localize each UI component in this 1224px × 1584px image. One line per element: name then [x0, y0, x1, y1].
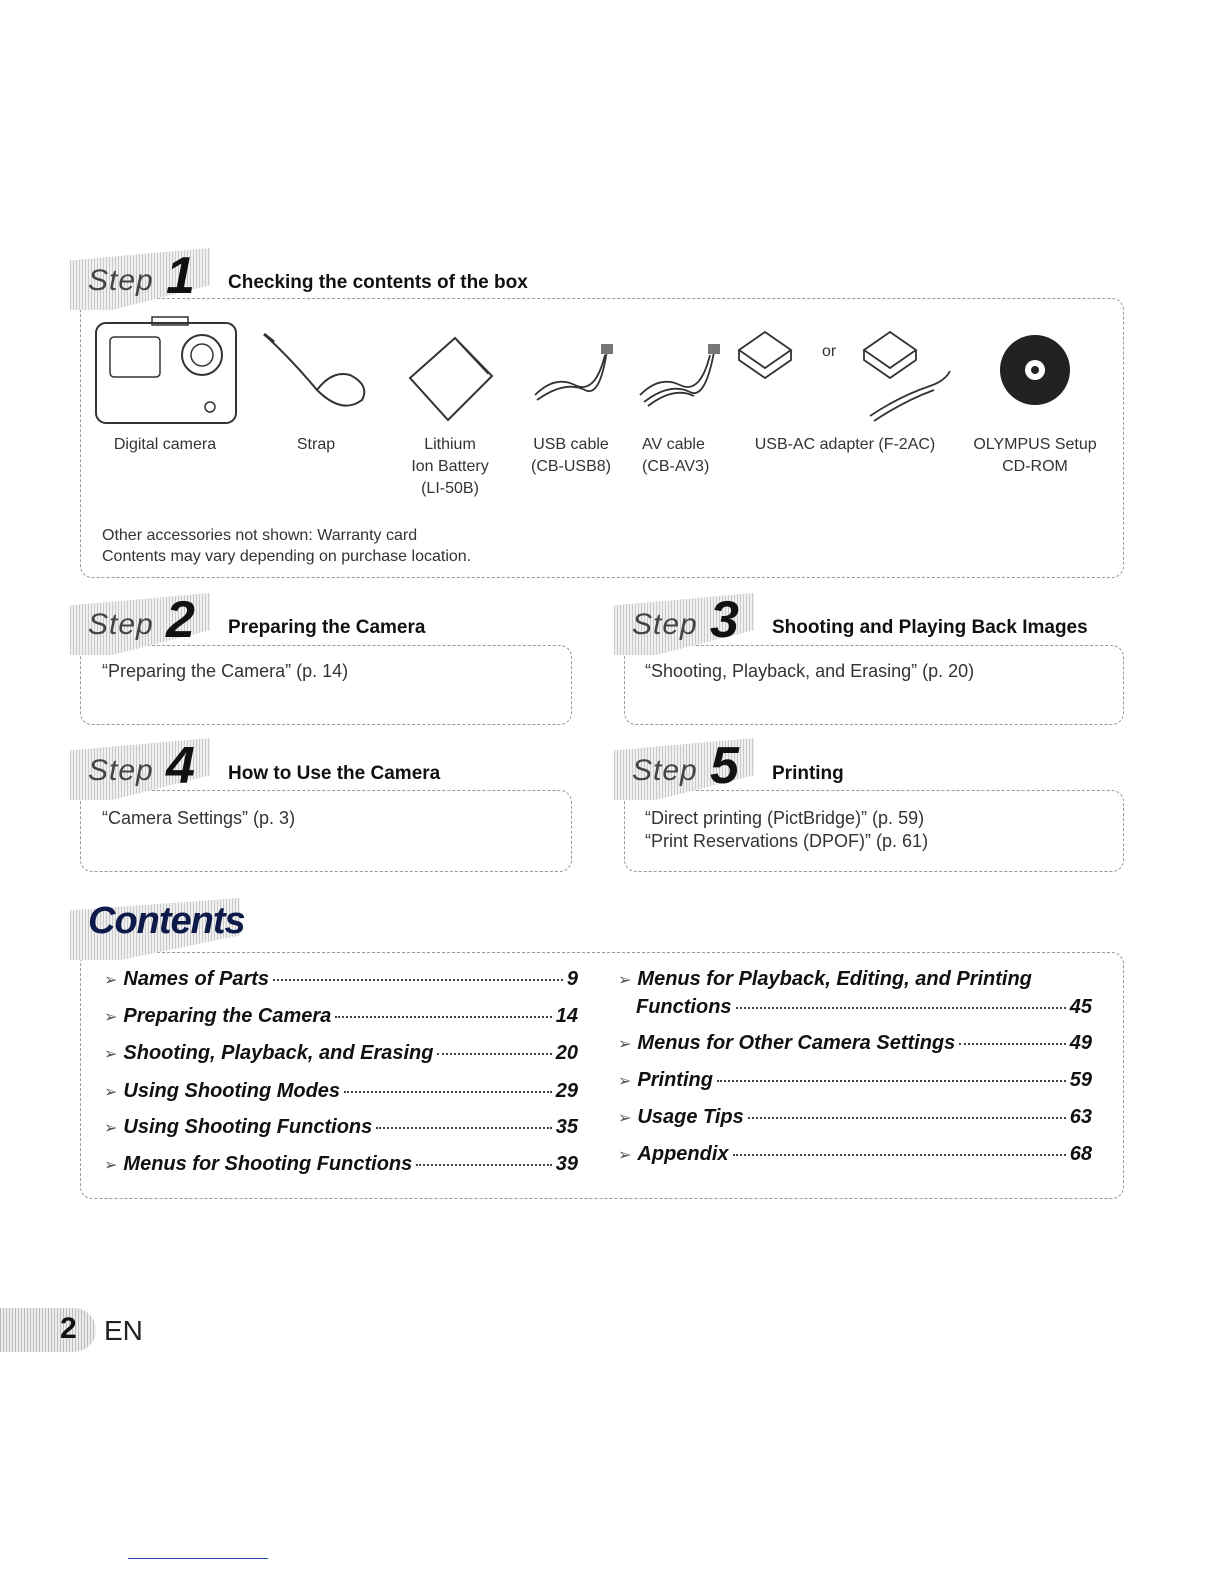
arrow-icon: ➢ — [104, 1157, 118, 1174]
toc-left-1[interactable] — [104, 968, 578, 991]
step1-number: 1 — [166, 247, 195, 305]
step3-title: Shooting and Playing Back Images — [772, 617, 1088, 638]
toc-right-5[interactable] — [618, 1143, 1092, 1166]
toc-page: 49 — [1069, 1032, 1092, 1054]
arrow-icon: ➢ — [618, 1036, 632, 1053]
toc-title: Using Shooting Modes — [123, 1080, 341, 1102]
toc-title: Names of Parts — [123, 968, 270, 990]
arrow-icon: ➢ — [618, 1147, 632, 1164]
step3-number: 3 — [710, 591, 739, 649]
item-label-digital-camera: Digital camera — [113, 436, 217, 453]
step5-number: 5 — [710, 737, 739, 795]
arrow-icon: ➢ — [104, 972, 118, 989]
usb-ac-adapter-icon — [735, 328, 795, 383]
arrow-icon: ➢ — [104, 1120, 118, 1137]
step3-ref: “Shooting, Playback, and Erasing” (p. 20) — [645, 661, 975, 681]
item-label-usb-cable: USB cable (CB-USB8) — [530, 436, 611, 475]
step4-box — [80, 790, 572, 872]
step2-title: Preparing the Camera — [228, 617, 426, 638]
step4-number: 4 — [166, 737, 195, 795]
step5-ref-1: “Direct printing (PictBridge)” (p. 59) — [645, 808, 925, 828]
toc-page: 35 — [555, 1116, 578, 1138]
toc-leader — [416, 1164, 551, 1166]
av-cable-icon — [630, 340, 720, 410]
toc-title: Preparing the Camera — [123, 1005, 332, 1027]
toc-title: Usage Tips — [637, 1106, 744, 1128]
page-number-badge — [0, 1308, 96, 1352]
accessories-note: Other accessories not shown: Warranty card — [102, 527, 418, 544]
usb-ac-adapter-alt-icon — [850, 326, 960, 426]
arrow-icon: ➢ — [618, 1073, 632, 1090]
toc-right-1[interactable] — [636, 996, 1092, 1019]
toc-page: 29 — [555, 1080, 578, 1102]
item-label-cd-rom: OLYMPUS Setup CD-ROM — [973, 436, 1097, 475]
language-code: EN — [104, 1315, 143, 1346]
toc-title: Functions — [636, 996, 732, 1018]
step4-title: How to Use the Camera — [228, 763, 441, 784]
toc-leader — [733, 1154, 1066, 1156]
step2-box — [80, 645, 572, 725]
toc-left-3[interactable] — [104, 1042, 578, 1065]
toc-leader — [717, 1080, 1066, 1082]
toc-left-5[interactable] — [104, 1116, 578, 1139]
item-label-av-cable: AV cable (CB-AV3) — [642, 436, 710, 475]
toc-page: 9 — [566, 968, 578, 990]
item-label-usb-ac-adapter: USB-AC adapter (F-2AC) — [754, 436, 936, 453]
toc-right-2[interactable] — [618, 1032, 1092, 1055]
step3-word: Step — [632, 608, 698, 641]
toc-title: Shooting, Playback, and Erasing — [123, 1042, 434, 1064]
toc-leader — [959, 1043, 1066, 1045]
item-label-battery: Lithium Ion Battery (LI-50B) — [411, 436, 489, 497]
toc-title: Menus for Playback, Editing, and Printing — [637, 968, 1032, 990]
toc-title: Printing — [637, 1069, 713, 1091]
toc-leader — [736, 1007, 1066, 1009]
arrow-icon: ➢ — [104, 1009, 118, 1026]
toc-left-2[interactable] — [104, 1005, 578, 1028]
toc-right-3[interactable] — [618, 1069, 1092, 1092]
toc-right-4[interactable] — [618, 1106, 1092, 1129]
step2-word: Step — [88, 608, 154, 641]
toc-left-6[interactable] — [104, 1153, 578, 1176]
cd-rom-icon — [998, 333, 1072, 407]
step4-ref: “Camera Settings” (p. 3) — [102, 808, 296, 828]
toc-page: 68 — [1069, 1143, 1092, 1165]
toc-title: Using Shooting Functions — [123, 1116, 373, 1138]
step5-title: Printing — [772, 763, 844, 784]
step1-title: Checking the contents of the box — [228, 272, 528, 293]
toc-page: 14 — [555, 1005, 578, 1027]
toc-title: Appendix — [637, 1143, 729, 1165]
toc-leader — [376, 1127, 551, 1129]
toc-title: Menus for Other Camera Settings — [637, 1032, 956, 1054]
toc-page: 63 — [1069, 1106, 1092, 1128]
toc-leader — [748, 1117, 1066, 1119]
toc-page: 20 — [555, 1042, 578, 1064]
toc-title: Menus for Shooting Functions — [123, 1153, 413, 1175]
toc-leader — [437, 1053, 551, 1055]
toc-right-heading[interactable] — [618, 968, 1092, 991]
step5-word: Step — [632, 754, 698, 787]
digital-camera-icon — [92, 315, 242, 430]
step5-ref-2: “Print Reservations (DPOF)” (p. 61) — [645, 831, 929, 851]
battery-icon — [400, 330, 500, 430]
arrow-icon: ➢ — [104, 1084, 118, 1101]
step2-ref: “Preparing the Camera” (p. 14) — [102, 661, 349, 681]
step2-number: 2 — [166, 591, 195, 649]
toc-left-4[interactable] — [104, 1080, 578, 1103]
arrow-icon: ➢ — [104, 1046, 118, 1063]
item-label-strap: Strap — [296, 436, 336, 453]
toc-page: 39 — [555, 1153, 578, 1175]
arrow-icon: ➢ — [618, 1110, 632, 1127]
toc-page: 45 — [1069, 996, 1092, 1018]
or-text: or — [822, 343, 837, 360]
purchase-location-note: Contents may vary depending on purchase location. — [102, 548, 472, 565]
toc-leader — [273, 979, 563, 981]
toc-leader — [335, 1016, 551, 1018]
step4-word: Step — [88, 754, 154, 787]
toc-leader — [344, 1091, 552, 1093]
step1-word: Step — [88, 264, 154, 297]
toc-page: 59 — [1069, 1069, 1092, 1091]
step3-box — [624, 645, 1124, 725]
contents-heading: Contents — [88, 900, 245, 942]
page-number: 2 — [60, 1312, 77, 1345]
footer-rule — [128, 1558, 268, 1559]
arrow-icon: ➢ — [618, 972, 632, 989]
usb-cable-icon — [525, 340, 615, 410]
strap-icon — [262, 330, 372, 420]
